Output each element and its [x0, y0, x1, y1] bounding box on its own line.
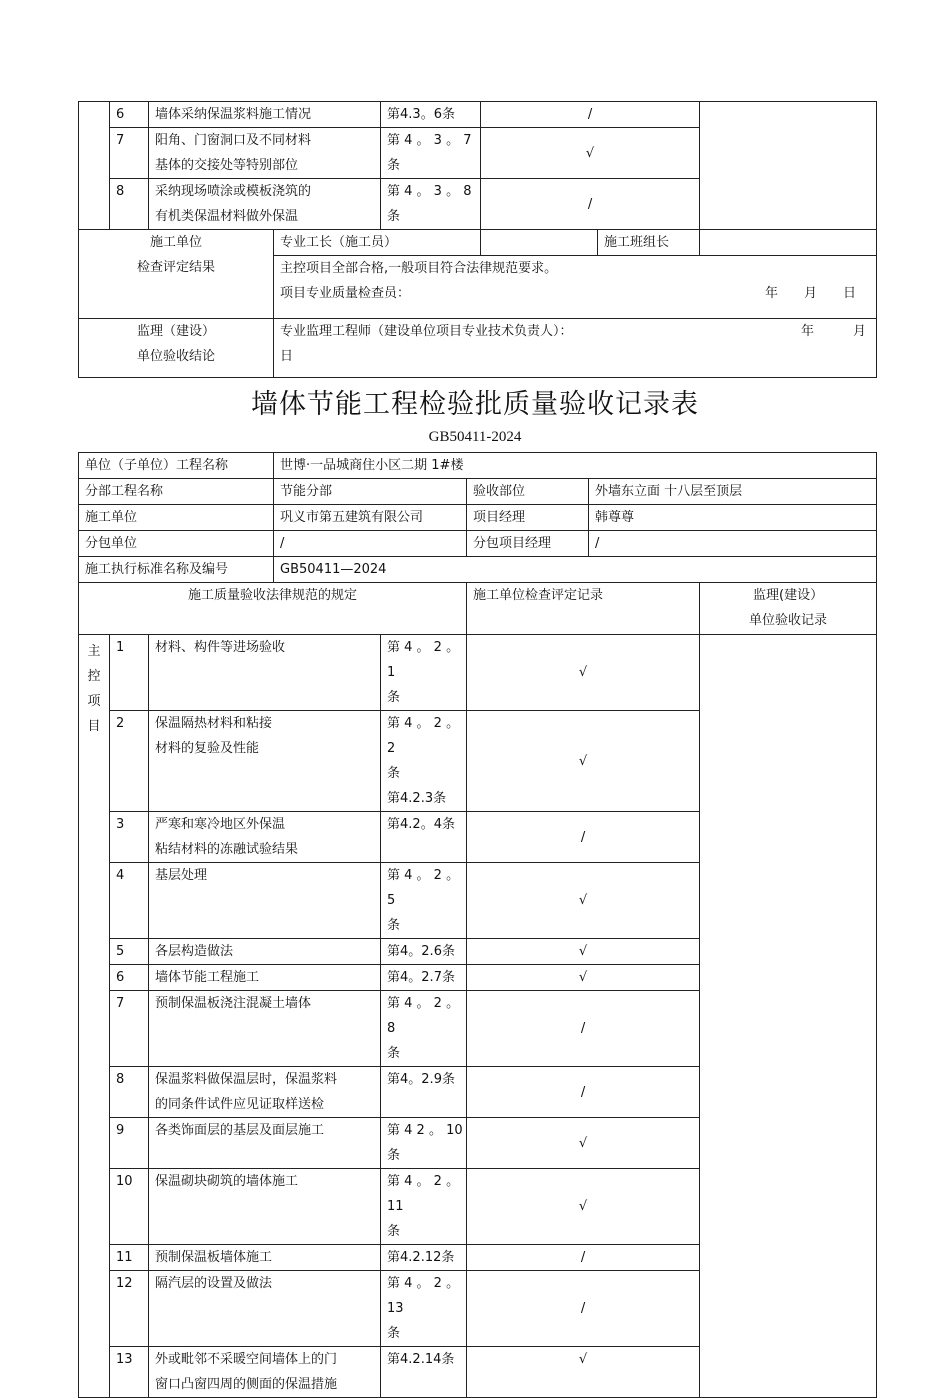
item-text: 隔汽层的设置及做法 — [149, 1271, 381, 1347]
supervision-text: 专业监理工程师（建设单位项目专业技术负责人）： — [280, 324, 573, 339]
foreman-label: 专业工长（施工员） — [274, 230, 481, 256]
clause-text: 第 4 。 2 。 2 条 第4.2.3条 — [381, 711, 467, 812]
contractor-value: 巩义市第五建筑有限公司 — [274, 505, 467, 531]
header-row — [79, 505, 877, 531]
row-number: 9 — [110, 1118, 149, 1169]
supervision-date-day: 日 — [280, 349, 294, 364]
signature-row — [79, 230, 877, 256]
standard-value: GB50411—2024 — [274, 557, 877, 583]
header-row — [79, 557, 877, 583]
check-result: √ — [467, 939, 700, 965]
column-header-row — [79, 583, 877, 635]
check-result: / — [467, 812, 700, 863]
row-number: 6 — [110, 965, 149, 991]
check-result: / — [467, 1067, 700, 1118]
supervision-line — [280, 319, 876, 344]
supervision-row — [79, 319, 877, 378]
team-leader-value — [700, 230, 877, 256]
clause-text: 第4.2.12条 — [381, 1245, 467, 1271]
supervision-record-cell — [700, 102, 877, 230]
row-number: 7 — [110, 991, 149, 1067]
check-result: √ — [467, 863, 700, 939]
clause-text: 第4。2.9条 — [381, 1067, 467, 1118]
division-label: 分部工程名称 — [79, 479, 274, 505]
header-row — [79, 453, 877, 479]
construction-eval-label: 施工单位 检查评定结果 — [79, 230, 274, 319]
contractor-label: 施工单位 — [79, 505, 274, 531]
row-number: 13 — [110, 1347, 149, 1398]
document-title: 墙体节能工程检验批质量验收记录表 — [251, 389, 699, 420]
foreman-value — [481, 230, 598, 256]
manager-value: 韩尊尊 — [589, 505, 877, 531]
clause-text: 第 4 。 2 。 8 条 — [381, 991, 467, 1067]
item-text: 阳角、门窗洞口及不同材料 基体的交接处等特别部位 — [149, 128, 381, 179]
table-row — [79, 102, 877, 128]
check-result: / — [467, 1271, 700, 1347]
header-row — [79, 479, 877, 505]
row-number: 1 — [110, 635, 149, 711]
clause-text: 第4.3。6条 — [381, 102, 481, 128]
sub-manager-value: / — [589, 531, 877, 557]
col-check: 施工单位检查评定记录 — [467, 583, 700, 635]
clause-text: 第 4 。 2 。 1 条 — [381, 635, 467, 711]
sub-manager-label: 分包项目经理 — [467, 531, 589, 557]
row-number: 3 — [110, 812, 149, 863]
item-text: 材料、构件等进场验收 — [149, 635, 381, 711]
location-label: 验收部位 — [467, 479, 589, 505]
item-text: 各类饰面层的基层及面层施工 — [149, 1118, 381, 1169]
date-text: 年 月 日 — [765, 286, 857, 301]
check-result: √ — [467, 1169, 700, 1245]
row-number: 2 — [110, 711, 149, 812]
check-result: / — [467, 1245, 700, 1271]
location-value: 外墙东立面 十八层至顶层 — [589, 479, 877, 505]
clause-text: 第 4 。 2 。 5 条 — [381, 863, 467, 939]
item-text: 保温隔热材料和粘接 材料的复验及性能 — [149, 711, 381, 812]
row-number: 8 — [110, 179, 149, 230]
check-result: √ — [467, 965, 700, 991]
clause-text: 第 4 。 3 。 7 条 — [381, 128, 481, 179]
clause-text: 第4。2.6条 — [381, 939, 467, 965]
project-label: 单位（子单位）工程名称 — [79, 453, 274, 479]
clause-text: 第4。2.7条 — [381, 965, 467, 991]
supervision-label: 监理（建设） 单位验收结论 — [79, 319, 274, 378]
clause-text: 第4.2.14条 — [381, 1347, 467, 1398]
item-text: 各层构造做法 — [149, 939, 381, 965]
inspector-label: 项目专业质量检查员： — [280, 286, 411, 301]
conclusion-cell — [274, 256, 877, 319]
clause-text: 第 4 。 2 。 11 条 — [381, 1169, 467, 1245]
clause-text: 第 4 2 。 10 条 — [381, 1118, 467, 1169]
row-number: 7 — [110, 128, 149, 179]
row-number: 6 — [110, 102, 149, 128]
continuation-table — [78, 101, 877, 378]
table-row — [79, 635, 877, 711]
row-number: 5 — [110, 939, 149, 965]
supervision-date: 年 月 — [801, 324, 867, 339]
check-result: √ — [467, 711, 700, 812]
subcontractor-value: / — [274, 531, 467, 557]
check-result: √ — [467, 1118, 700, 1169]
supervision-cell — [274, 319, 877, 378]
project-value: 世博·一品城商住小区二期 1#楼 — [274, 453, 877, 479]
blank-cell — [79, 102, 110, 230]
check-result: √ — [467, 635, 700, 711]
supervision-record-cell — [700, 635, 877, 1398]
clause-text: 第 4 。 2 。 13 条 — [381, 1271, 467, 1347]
item-text: 墙体节能工程施工 — [149, 965, 381, 991]
item-text: 采纳现场喷涂或模板浇筑的 有机类保温材料做外保温 — [149, 179, 381, 230]
row-number: 8 — [110, 1067, 149, 1118]
conclusion-text: 主控项目全部合格,一般项目符合法律规范要求。 — [280, 261, 558, 276]
inspector-line — [280, 281, 876, 306]
item-text: 基层处理 — [149, 863, 381, 939]
col-supervision: 监理(建设） 单位验收记录 — [700, 583, 877, 635]
row-number: 4 — [110, 863, 149, 939]
standard-code: GB50411-2024 — [428, 429, 522, 445]
item-text: 墙体采纳保温浆料施工情况 — [149, 102, 381, 128]
check-result: √ — [481, 128, 700, 179]
check-result: √ — [467, 1347, 700, 1398]
team-leader-label: 施工班组长 — [598, 230, 700, 256]
manager-label: 项目经理 — [467, 505, 589, 531]
subcontractor-label: 分包单位 — [79, 531, 274, 557]
row-number: 11 — [110, 1245, 149, 1271]
item-text: 保温浆料做保温层时，保温浆料 的同条件试件应见证取样送检 — [149, 1067, 381, 1118]
clause-text: 第4.2。4条 — [381, 812, 467, 863]
row-number: 12 — [110, 1271, 149, 1347]
clause-text: 第 4 。 3 。 8 条 — [381, 179, 481, 230]
item-text: 严寒和寒冷地区外保温 粘结材料的冻融试验结果 — [149, 812, 381, 863]
check-result: / — [481, 102, 700, 128]
col-spec: 施工质量验收法律规范的规定 — [79, 583, 467, 635]
check-result: / — [481, 179, 700, 230]
header-row — [79, 531, 877, 557]
standard-label: 施工执行标准名称及编号 — [79, 557, 274, 583]
check-result: / — [467, 991, 700, 1067]
item-text: 保温砌块砌筑的墙体施工 — [149, 1169, 381, 1245]
division-value: 节能分部 — [274, 479, 467, 505]
record-table — [78, 452, 877, 1398]
main-control-label: 主 控 项 目 — [79, 635, 110, 1398]
item-text: 外或毗邻不采暖空间墙体上的门 窗口凸窗四周的侧面的保温措施 — [149, 1347, 381, 1398]
row-number: 10 — [110, 1169, 149, 1245]
item-text: 预制保温板墙体施工 — [149, 1245, 381, 1271]
item-text: 预制保温板浇注混凝土墙体 — [149, 991, 381, 1067]
